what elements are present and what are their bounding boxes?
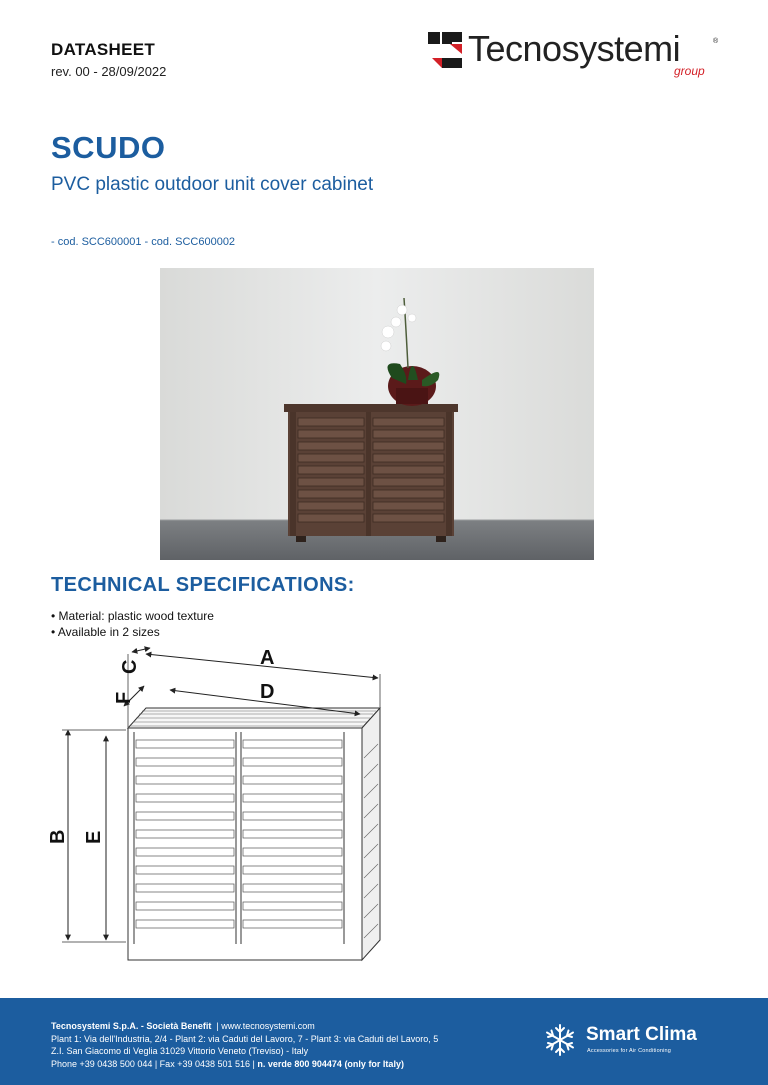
revision-date: rev. 00 - 28/09/2022 <box>51 64 167 79</box>
logo-group: group <box>674 64 705 78</box>
dimension-label-d: D <box>260 681 275 703</box>
dimension-label-f: F <box>113 691 135 704</box>
footer-company: Tecnosystemi S.p.A. - Società Benefit <box>51 1021 212 1031</box>
specs-list <box>51 608 214 640</box>
product-photo <box>160 268 594 560</box>
smart-clima-name: Smart Clima <box>586 1024 697 1045</box>
footer <box>0 998 768 1085</box>
dimension-label-c: C <box>119 659 141 674</box>
footer-phone-fax: Phone +39 0438 500 044 | Fax +39 0438 501 516 | <box>51 1058 255 1069</box>
smart-clima-logo <box>538 1018 738 1064</box>
smart-clima-tagline: Accessories for Air Conditioning <box>587 1048 672 1054</box>
product-title: SCUDO <box>51 130 166 165</box>
tecnosystemi-mark-icon <box>428 30 464 70</box>
product-codes: - cod. SCC600001 - cod. SCC600002 <box>51 236 236 248</box>
footer-address: Z.I. San Giacomo di Veglia 31029 Vittorio Veneto (Treviso) - Italy <box>51 1046 309 1056</box>
dimension-label-a: A <box>260 647 275 669</box>
product-subtitle: PVC plastic outdoor unit cover cabinet <box>51 174 374 195</box>
logo-registered: ® <box>713 38 719 45</box>
footer-website[interactable]: | www.tecnosystemi.com <box>216 1021 315 1031</box>
footer-contact <box>51 1020 438 1070</box>
footer-plants: Plant 1: Via dell'Industria, 2/4 - Plant 2: via Caduti del Lavoro, 7 - Plant 3: via Caduti del Lavoro, 5 <box>51 1033 439 1044</box>
spec-item-material: • Material: plastic wood texture <box>51 609 214 623</box>
snowflake-icon <box>542 1022 578 1058</box>
tecnosystemi-logo <box>428 28 728 84</box>
dimension-label-b: B <box>47 829 69 844</box>
logo-wordmark: Tecnosystemi <box>468 28 681 69</box>
spec-item-sizes: • Available in 2 sizes <box>51 625 160 639</box>
footer-toll-free: n. verde 800 904474 (only for Italy) <box>257 1058 404 1069</box>
document-type: DATASHEET <box>51 40 156 59</box>
specs-title: TECHNICAL SPECIFICATIONS: <box>51 574 355 596</box>
dimension-diagram <box>40 640 400 980</box>
dimension-label-e: E <box>83 830 105 844</box>
